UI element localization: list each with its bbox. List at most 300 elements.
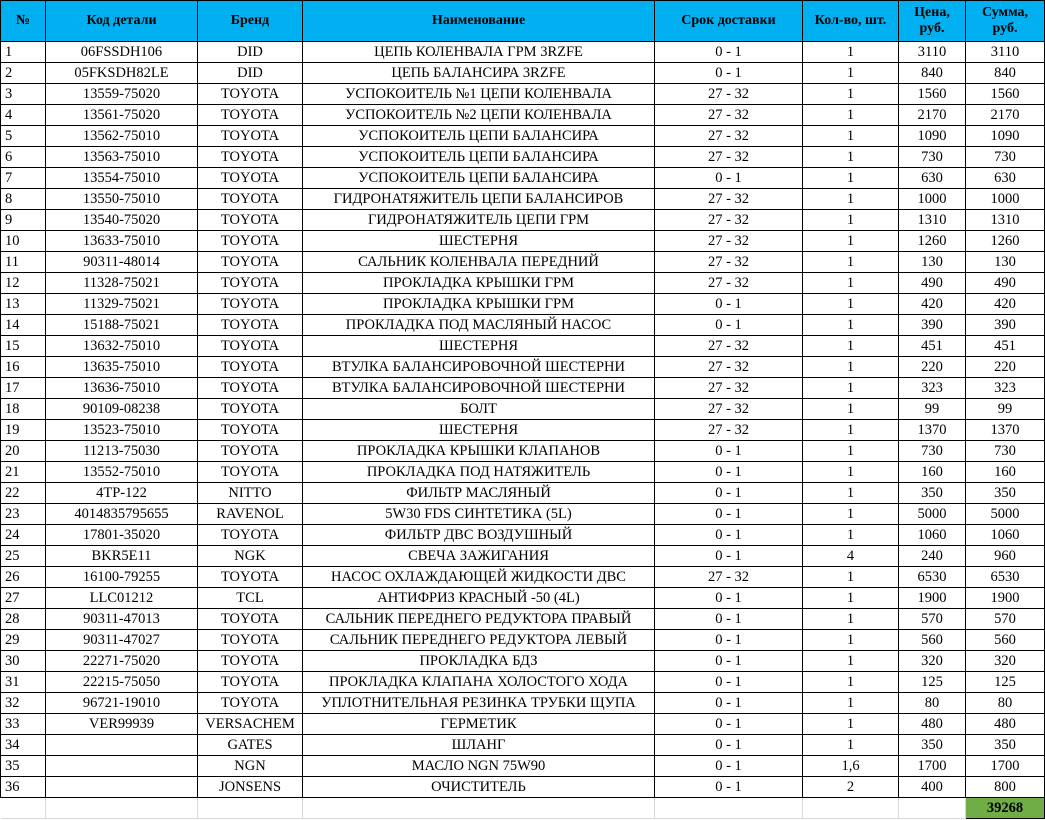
cell-price[interactable]: 240 bbox=[899, 546, 966, 567]
cell-part-name[interactable]: МАСЛО NGN 75W90 bbox=[303, 756, 655, 777]
cell-num[interactable]: 24 bbox=[1, 525, 46, 546]
header-qty[interactable]: Кол-во, шт. bbox=[803, 1, 899, 42]
total-empty-cell[interactable] bbox=[198, 798, 303, 819]
cell-delivery[interactable]: 0 - 1 bbox=[655, 63, 803, 84]
cell-part-code[interactable]: 06FSSDH106 bbox=[46, 42, 198, 63]
cell-quantity[interactable]: 1 bbox=[803, 651, 899, 672]
cell-brand[interactable]: TOYOTA bbox=[198, 630, 303, 651]
cell-quantity[interactable]: 1 bbox=[803, 294, 899, 315]
cell-sum[interactable]: 125 bbox=[966, 672, 1045, 693]
header-delivery[interactable]: Срок доставки bbox=[655, 1, 803, 42]
cell-num[interactable]: 34 bbox=[1, 735, 46, 756]
cell-delivery[interactable]: 27 - 32 bbox=[655, 210, 803, 231]
cell-delivery[interactable]: 27 - 32 bbox=[655, 420, 803, 441]
cell-delivery[interactable]: 0 - 1 bbox=[655, 630, 803, 651]
cell-sum[interactable]: 130 bbox=[966, 252, 1045, 273]
cell-part-code[interactable]: 05FKSDH82LE bbox=[46, 63, 198, 84]
cell-num[interactable]: 19 bbox=[1, 420, 46, 441]
cell-part-code[interactable]: VER99939 bbox=[46, 714, 198, 735]
cell-quantity[interactable]: 1 bbox=[803, 399, 899, 420]
cell-sum[interactable]: 560 bbox=[966, 630, 1045, 651]
cell-part-code[interactable]: 15188-75021 bbox=[46, 315, 198, 336]
cell-brand[interactable]: NGK bbox=[198, 546, 303, 567]
cell-delivery[interactable]: 0 - 1 bbox=[655, 693, 803, 714]
cell-price[interactable]: 1370 bbox=[899, 420, 966, 441]
cell-price[interactable]: 6530 bbox=[899, 567, 966, 588]
cell-sum[interactable]: 2170 bbox=[966, 105, 1045, 126]
cell-part-code[interactable]: 90109-08238 bbox=[46, 399, 198, 420]
cell-price[interactable]: 560 bbox=[899, 630, 966, 651]
cell-sum[interactable]: 570 bbox=[966, 609, 1045, 630]
total-sum-cell[interactable]: 39268 bbox=[966, 798, 1045, 819]
cell-delivery[interactable]: 0 - 1 bbox=[655, 504, 803, 525]
cell-part-code[interactable]: 13632-75010 bbox=[46, 336, 198, 357]
cell-part-code[interactable]: 90311-48014 bbox=[46, 252, 198, 273]
cell-brand[interactable]: TOYOTA bbox=[198, 567, 303, 588]
cell-price[interactable]: 350 bbox=[899, 483, 966, 504]
cell-brand[interactable]: GATES bbox=[198, 735, 303, 756]
cell-quantity[interactable]: 1 bbox=[803, 420, 899, 441]
cell-num[interactable]: 23 bbox=[1, 504, 46, 525]
cell-num[interactable]: 20 bbox=[1, 441, 46, 462]
cell-part-code[interactable]: 13552-75010 bbox=[46, 462, 198, 483]
cell-price[interactable]: 125 bbox=[899, 672, 966, 693]
cell-part-name[interactable]: ГИДРОНАТЯЖИТЕЛЬ ЦЕПИ БАЛАНСИРОВ bbox=[303, 189, 655, 210]
cell-sum[interactable]: 490 bbox=[966, 273, 1045, 294]
cell-part-code[interactable]: 90311-47013 bbox=[46, 609, 198, 630]
cell-part-code[interactable] bbox=[46, 777, 198, 798]
cell-price[interactable]: 220 bbox=[899, 357, 966, 378]
cell-part-code[interactable] bbox=[46, 735, 198, 756]
cell-part-name[interactable]: ЦЕПЬ КОЛЕНВАЛА ГРМ 3RZFE bbox=[303, 42, 655, 63]
cell-price[interactable]: 350 bbox=[899, 735, 966, 756]
cell-sum[interactable]: 5000 bbox=[966, 504, 1045, 525]
cell-num[interactable]: 28 bbox=[1, 609, 46, 630]
cell-price[interactable]: 1060 bbox=[899, 525, 966, 546]
cell-brand[interactable]: RAVENOL bbox=[198, 504, 303, 525]
cell-price[interactable]: 1900 bbox=[899, 588, 966, 609]
cell-part-name[interactable]: ЦЕПЬ БАЛАНСИРА 3RZFE bbox=[303, 63, 655, 84]
cell-sum[interactable]: 350 bbox=[966, 735, 1045, 756]
cell-num[interactable]: 4 bbox=[1, 105, 46, 126]
cell-part-name[interactable]: АНТИФРИЗ КРАСНЫЙ -50 (4L) bbox=[303, 588, 655, 609]
cell-part-name[interactable]: УСПОКОИТЕЛЬ ЦЕПИ БАЛАНСИРА bbox=[303, 126, 655, 147]
cell-part-name[interactable]: САЛЬНИК КОЛЕНВАЛА ПЕРЕДНИЙ bbox=[303, 252, 655, 273]
cell-part-name[interactable]: ШЕСТЕРНЯ bbox=[303, 231, 655, 252]
cell-quantity[interactable]: 1 bbox=[803, 315, 899, 336]
cell-delivery[interactable]: 0 - 1 bbox=[655, 441, 803, 462]
cell-sum[interactable]: 99 bbox=[966, 399, 1045, 420]
cell-part-code[interactable]: 13636-75010 bbox=[46, 378, 198, 399]
cell-delivery[interactable]: 0 - 1 bbox=[655, 483, 803, 504]
cell-delivery[interactable]: 27 - 32 bbox=[655, 84, 803, 105]
cell-part-name[interactable]: ВТУЛКА БАЛАНСИРОВОЧНОЙ ШЕСТЕРНИ bbox=[303, 378, 655, 399]
cell-num[interactable]: 7 bbox=[1, 168, 46, 189]
cell-brand[interactable]: TOYOTA bbox=[198, 84, 303, 105]
cell-quantity[interactable]: 1 bbox=[803, 588, 899, 609]
cell-brand[interactable]: TOYOTA bbox=[198, 651, 303, 672]
cell-price[interactable]: 80 bbox=[899, 693, 966, 714]
cell-part-name[interactable]: 5W30 FDS СИНТЕТИКА (5L) bbox=[303, 504, 655, 525]
cell-delivery[interactable]: 0 - 1 bbox=[655, 756, 803, 777]
cell-price[interactable]: 130 bbox=[899, 252, 966, 273]
cell-price[interactable]: 390 bbox=[899, 315, 966, 336]
total-empty-cell[interactable] bbox=[46, 798, 198, 819]
cell-num[interactable]: 9 bbox=[1, 210, 46, 231]
cell-part-code[interactable]: 13635-75010 bbox=[46, 357, 198, 378]
cell-brand[interactable]: TOYOTA bbox=[198, 399, 303, 420]
cell-brand[interactable]: TOYOTA bbox=[198, 336, 303, 357]
cell-part-code[interactable]: 16100-79255 bbox=[46, 567, 198, 588]
cell-quantity[interactable]: 1 bbox=[803, 504, 899, 525]
cell-part-code[interactable]: 17801-35020 bbox=[46, 525, 198, 546]
cell-delivery[interactable]: 0 - 1 bbox=[655, 735, 803, 756]
cell-delivery[interactable]: 0 - 1 bbox=[655, 672, 803, 693]
cell-price[interactable]: 99 bbox=[899, 399, 966, 420]
cell-num[interactable]: 21 bbox=[1, 462, 46, 483]
header-sum[interactable] bbox=[966, 1, 1045, 42]
cell-delivery[interactable]: 0 - 1 bbox=[655, 315, 803, 336]
cell-quantity[interactable]: 1 bbox=[803, 252, 899, 273]
cell-sum[interactable]: 320 bbox=[966, 651, 1045, 672]
cell-num[interactable]: 36 bbox=[1, 777, 46, 798]
cell-part-code[interactable]: 13561-75020 bbox=[46, 105, 198, 126]
cell-num[interactable]: 11 bbox=[1, 252, 46, 273]
cell-quantity[interactable]: 1 bbox=[803, 483, 899, 504]
header-num[interactable]: № bbox=[1, 1, 46, 42]
cell-quantity[interactable]: 1 bbox=[803, 714, 899, 735]
cell-num[interactable]: 35 bbox=[1, 756, 46, 777]
cell-price[interactable]: 160 bbox=[899, 462, 966, 483]
cell-num[interactable]: 29 bbox=[1, 630, 46, 651]
cell-delivery[interactable]: 0 - 1 bbox=[655, 168, 803, 189]
cell-num[interactable]: 18 bbox=[1, 399, 46, 420]
cell-brand[interactable]: TOYOTA bbox=[198, 231, 303, 252]
cell-num[interactable]: 26 bbox=[1, 567, 46, 588]
cell-sum[interactable]: 1900 bbox=[966, 588, 1045, 609]
cell-price[interactable]: 480 bbox=[899, 714, 966, 735]
cell-quantity[interactable]: 1 bbox=[803, 693, 899, 714]
cell-sum[interactable]: 3110 bbox=[966, 42, 1045, 63]
cell-part-name[interactable]: ФИЛЬТР МАСЛЯНЫЙ bbox=[303, 483, 655, 504]
cell-quantity[interactable]: 1 bbox=[803, 378, 899, 399]
cell-brand[interactable]: TOYOTA bbox=[198, 273, 303, 294]
cell-price[interactable]: 3110 bbox=[899, 42, 966, 63]
cell-sum[interactable]: 220 bbox=[966, 357, 1045, 378]
cell-brand[interactable]: TOYOTA bbox=[198, 147, 303, 168]
cell-brand[interactable]: TOYOTA bbox=[198, 315, 303, 336]
cell-delivery[interactable]: 0 - 1 bbox=[655, 714, 803, 735]
cell-part-code[interactable]: 90311-47027 bbox=[46, 630, 198, 651]
cell-num[interactable]: 27 bbox=[1, 588, 46, 609]
cell-part-name[interactable]: ПРОКЛАДКА ПОД МАСЛЯНЫЙ НАСОС bbox=[303, 315, 655, 336]
cell-part-name[interactable]: ФИЛЬТР ДВС ВОЗДУШНЫЙ bbox=[303, 525, 655, 546]
cell-part-name[interactable]: ПРОКЛАДКА КРЫШКИ ГРМ bbox=[303, 294, 655, 315]
cell-price[interactable]: 1700 bbox=[899, 756, 966, 777]
cell-brand[interactable]: TOYOTA bbox=[198, 168, 303, 189]
cell-part-code[interactable]: LLC01212 bbox=[46, 588, 198, 609]
cell-num[interactable]: 25 bbox=[1, 546, 46, 567]
cell-brand[interactable]: VERSACHEM bbox=[198, 714, 303, 735]
cell-brand[interactable]: TOYOTA bbox=[198, 105, 303, 126]
cell-delivery[interactable]: 0 - 1 bbox=[655, 42, 803, 63]
cell-sum[interactable]: 1000 bbox=[966, 189, 1045, 210]
total-empty-cell[interactable] bbox=[303, 798, 655, 819]
cell-quantity[interactable]: 1 bbox=[803, 735, 899, 756]
cell-brand[interactable]: NGN bbox=[198, 756, 303, 777]
cell-sum[interactable]: 323 bbox=[966, 378, 1045, 399]
cell-part-name[interactable]: ПРОКЛАДКА ПОД НАТЯЖИТЕЛЬ bbox=[303, 462, 655, 483]
cell-quantity[interactable]: 1 bbox=[803, 336, 899, 357]
cell-quantity[interactable]: 1 bbox=[803, 42, 899, 63]
cell-quantity[interactable]: 4 bbox=[803, 546, 899, 567]
cell-quantity[interactable]: 1 bbox=[803, 126, 899, 147]
header-brand[interactable]: Бренд bbox=[198, 1, 303, 42]
cell-part-name[interactable]: ПРОКЛАДКА БДЗ bbox=[303, 651, 655, 672]
cell-quantity[interactable]: 1 bbox=[803, 189, 899, 210]
cell-quantity[interactable]: 1 bbox=[803, 273, 899, 294]
cell-delivery[interactable]: 0 - 1 bbox=[655, 462, 803, 483]
cell-brand[interactable]: JONSENS bbox=[198, 777, 303, 798]
cell-brand[interactable]: DID bbox=[198, 63, 303, 84]
cell-price[interactable]: 730 bbox=[899, 441, 966, 462]
cell-delivery[interactable]: 27 - 32 bbox=[655, 273, 803, 294]
cell-delivery[interactable]: 27 - 32 bbox=[655, 567, 803, 588]
cell-quantity[interactable]: 1 bbox=[803, 441, 899, 462]
cell-delivery[interactable]: 27 - 32 bbox=[655, 231, 803, 252]
cell-quantity[interactable]: 1 bbox=[803, 525, 899, 546]
total-empty-cell[interactable] bbox=[899, 798, 966, 819]
cell-quantity[interactable]: 2 bbox=[803, 777, 899, 798]
cell-num[interactable]: 31 bbox=[1, 672, 46, 693]
cell-part-code[interactable]: 4014835795655 bbox=[46, 504, 198, 525]
cell-sum[interactable]: 160 bbox=[966, 462, 1045, 483]
cell-part-code[interactable]: 13540-75020 bbox=[46, 210, 198, 231]
cell-sum[interactable]: 80 bbox=[966, 693, 1045, 714]
cell-part-name[interactable]: ПРОКЛАДКА КЛАПАНА ХОЛОСТОГО ХОДА bbox=[303, 672, 655, 693]
cell-part-name[interactable]: ОЧИСТИТЕЛЬ bbox=[303, 777, 655, 798]
cell-sum[interactable]: 350 bbox=[966, 483, 1045, 504]
cell-price[interactable]: 730 bbox=[899, 147, 966, 168]
cell-part-name[interactable]: БОЛТ bbox=[303, 399, 655, 420]
cell-delivery[interactable]: 0 - 1 bbox=[655, 777, 803, 798]
cell-sum[interactable]: 1090 bbox=[966, 126, 1045, 147]
cell-quantity[interactable]: 1 bbox=[803, 147, 899, 168]
cell-sum[interactable]: 420 bbox=[966, 294, 1045, 315]
cell-delivery[interactable]: 27 - 32 bbox=[655, 105, 803, 126]
total-empty-cell[interactable] bbox=[803, 798, 899, 819]
cell-quantity[interactable]: 1 bbox=[803, 567, 899, 588]
cell-part-code[interactable]: 11329-75021 bbox=[46, 294, 198, 315]
cell-delivery[interactable]: 27 - 32 bbox=[655, 399, 803, 420]
cell-price[interactable]: 1000 bbox=[899, 189, 966, 210]
cell-part-code[interactable]: 13633-75010 bbox=[46, 231, 198, 252]
cell-brand[interactable]: TOYOTA bbox=[198, 378, 303, 399]
cell-num[interactable]: 6 bbox=[1, 147, 46, 168]
cell-sum[interactable]: 630 bbox=[966, 168, 1045, 189]
cell-quantity[interactable]: 1 bbox=[803, 63, 899, 84]
cell-part-name[interactable]: НАСОС ОХЛАЖДАЮЩЕЙ ЖИДКОСТИ ДВС bbox=[303, 567, 655, 588]
cell-quantity[interactable]: 1 bbox=[803, 357, 899, 378]
cell-part-code[interactable]: 22215-75050 bbox=[46, 672, 198, 693]
cell-brand[interactable]: TOYOTA bbox=[198, 189, 303, 210]
cell-delivery[interactable]: 27 - 32 bbox=[655, 336, 803, 357]
total-empty-cell[interactable] bbox=[1, 798, 46, 819]
cell-part-name[interactable]: ШЕСТЕРНЯ bbox=[303, 420, 655, 441]
cell-sum[interactable]: 1310 bbox=[966, 210, 1045, 231]
cell-price[interactable]: 840 bbox=[899, 63, 966, 84]
cell-part-name[interactable]: САЛЬНИК ПЕРЕДНЕГО РЕДУКТОРА ЛЕВЫЙ bbox=[303, 630, 655, 651]
cell-price[interactable]: 400 bbox=[899, 777, 966, 798]
cell-part-name[interactable]: УСПОКОИТЕЛЬ ЦЕПИ БАЛАНСИРА bbox=[303, 147, 655, 168]
cell-part-name[interactable]: ПРОКЛАДКА КРЫШКИ КЛАПАНОВ bbox=[303, 441, 655, 462]
cell-sum[interactable]: 840 bbox=[966, 63, 1045, 84]
cell-delivery[interactable]: 0 - 1 bbox=[655, 294, 803, 315]
cell-sum[interactable]: 800 bbox=[966, 777, 1045, 798]
cell-part-code[interactable]: 96721-19010 bbox=[46, 693, 198, 714]
cell-sum[interactable]: 480 bbox=[966, 714, 1045, 735]
cell-brand[interactable]: TOYOTA bbox=[198, 462, 303, 483]
cell-price[interactable]: 1560 bbox=[899, 84, 966, 105]
cell-sum[interactable]: 451 bbox=[966, 336, 1045, 357]
cell-quantity[interactable]: 1 bbox=[803, 630, 899, 651]
cell-brand[interactable]: TOYOTA bbox=[198, 420, 303, 441]
cell-num[interactable]: 2 bbox=[1, 63, 46, 84]
cell-sum[interactable]: 6530 bbox=[966, 567, 1045, 588]
cell-sum[interactable]: 1700 bbox=[966, 756, 1045, 777]
cell-delivery[interactable]: 0 - 1 bbox=[655, 546, 803, 567]
cell-part-code[interactable]: BKR5E11 bbox=[46, 546, 198, 567]
cell-price[interactable]: 1310 bbox=[899, 210, 966, 231]
cell-num[interactable]: 1 bbox=[1, 42, 46, 63]
cell-brand[interactable]: NITTO bbox=[198, 483, 303, 504]
cell-num[interactable]: 3 bbox=[1, 84, 46, 105]
cell-quantity[interactable]: 1 bbox=[803, 231, 899, 252]
cell-delivery[interactable]: 0 - 1 bbox=[655, 525, 803, 546]
cell-sum[interactable]: 1060 bbox=[966, 525, 1045, 546]
cell-part-name[interactable]: ПРОКЛАДКА КРЫШКИ ГРМ bbox=[303, 273, 655, 294]
cell-part-code[interactable]: 11213-75030 bbox=[46, 441, 198, 462]
cell-part-name[interactable]: УСПОКОИТЕЛЬ №2 ЦЕПИ КОЛЕНВАЛА bbox=[303, 105, 655, 126]
cell-quantity[interactable]: 1 bbox=[803, 462, 899, 483]
cell-num[interactable]: 33 bbox=[1, 714, 46, 735]
cell-price[interactable]: 5000 bbox=[899, 504, 966, 525]
cell-quantity[interactable]: 1,6 bbox=[803, 756, 899, 777]
cell-num[interactable]: 12 bbox=[1, 273, 46, 294]
cell-price[interactable]: 570 bbox=[899, 609, 966, 630]
cell-part-name[interactable]: САЛЬНИК ПЕРЕДНЕГО РЕДУКТОРА ПРАВЫЙ bbox=[303, 609, 655, 630]
cell-sum[interactable]: 390 bbox=[966, 315, 1045, 336]
cell-price[interactable]: 323 bbox=[899, 378, 966, 399]
cell-part-code[interactable]: 4TP-122 bbox=[46, 483, 198, 504]
cell-part-name[interactable]: УПЛОТНИТЕЛЬНАЯ РЕЗИНКА ТРУБКИ ЩУПА bbox=[303, 693, 655, 714]
cell-part-name[interactable]: УСПОКОИТЕЛЬ №1 ЦЕПИ КОЛЕНВАЛА bbox=[303, 84, 655, 105]
cell-part-name[interactable]: ШЛАНГ bbox=[303, 735, 655, 756]
total-empty-cell[interactable] bbox=[655, 798, 803, 819]
cell-part-code[interactable]: 13562-75010 bbox=[46, 126, 198, 147]
cell-delivery[interactable]: 0 - 1 bbox=[655, 651, 803, 672]
cell-part-name[interactable]: СВЕЧА ЗАЖИГАНИЯ bbox=[303, 546, 655, 567]
cell-part-code[interactable]: 22271-75020 bbox=[46, 651, 198, 672]
cell-delivery[interactable]: 27 - 32 bbox=[655, 126, 803, 147]
cell-price[interactable]: 2170 bbox=[899, 105, 966, 126]
cell-sum[interactable]: 730 bbox=[966, 441, 1045, 462]
cell-part-code[interactable]: 13554-75010 bbox=[46, 168, 198, 189]
cell-price[interactable]: 1260 bbox=[899, 231, 966, 252]
cell-price[interactable]: 630 bbox=[899, 168, 966, 189]
cell-brand[interactable]: TOYOTA bbox=[198, 609, 303, 630]
cell-brand[interactable]: TOYOTA bbox=[198, 693, 303, 714]
cell-num[interactable]: 15 bbox=[1, 336, 46, 357]
cell-sum[interactable]: 730 bbox=[966, 147, 1045, 168]
cell-sum[interactable]: 960 bbox=[966, 546, 1045, 567]
cell-part-code[interactable]: 13523-75010 bbox=[46, 420, 198, 441]
cell-num[interactable]: 32 bbox=[1, 693, 46, 714]
cell-brand[interactable]: TOYOTA bbox=[198, 294, 303, 315]
cell-brand[interactable]: TOYOTA bbox=[198, 357, 303, 378]
cell-num[interactable]: 30 bbox=[1, 651, 46, 672]
header-code[interactable]: Код детали bbox=[46, 1, 198, 42]
cell-delivery[interactable]: 27 - 32 bbox=[655, 189, 803, 210]
cell-part-name[interactable]: ГИДРОНАТЯЖИТЕЛЬ ЦЕПИ ГРМ bbox=[303, 210, 655, 231]
cell-brand[interactable]: TOYOTA bbox=[198, 252, 303, 273]
cell-brand[interactable]: TOYOTA bbox=[198, 441, 303, 462]
cell-part-name[interactable]: ВТУЛКА БАЛАНСИРОВОЧНОЙ ШЕСТЕРНИ bbox=[303, 357, 655, 378]
cell-part-code[interactable]: 13559-75020 bbox=[46, 84, 198, 105]
cell-brand[interactable]: TOYOTA bbox=[198, 210, 303, 231]
cell-quantity[interactable]: 1 bbox=[803, 105, 899, 126]
cell-quantity[interactable]: 1 bbox=[803, 672, 899, 693]
cell-delivery[interactable]: 0 - 1 bbox=[655, 609, 803, 630]
cell-price[interactable]: 490 bbox=[899, 273, 966, 294]
header-name[interactable]: Наименование bbox=[303, 1, 655, 42]
cell-brand[interactable]: TOYOTA bbox=[198, 126, 303, 147]
cell-part-code[interactable]: 11328-75021 bbox=[46, 273, 198, 294]
cell-num[interactable]: 22 bbox=[1, 483, 46, 504]
cell-sum[interactable]: 1370 bbox=[966, 420, 1045, 441]
cell-delivery[interactable]: 27 - 32 bbox=[655, 147, 803, 168]
cell-num[interactable]: 16 bbox=[1, 357, 46, 378]
cell-num[interactable]: 5 bbox=[1, 126, 46, 147]
cell-brand[interactable]: TCL bbox=[198, 588, 303, 609]
cell-delivery[interactable]: 0 - 1 bbox=[655, 588, 803, 609]
cell-delivery[interactable]: 27 - 32 bbox=[655, 252, 803, 273]
cell-price[interactable]: 420 bbox=[899, 294, 966, 315]
cell-sum[interactable]: 1260 bbox=[966, 231, 1045, 252]
cell-quantity[interactable]: 1 bbox=[803, 168, 899, 189]
cell-part-name[interactable]: ГЕРМЕТИК bbox=[303, 714, 655, 735]
cell-num[interactable]: 14 bbox=[1, 315, 46, 336]
cell-quantity[interactable]: 1 bbox=[803, 609, 899, 630]
cell-delivery[interactable]: 27 - 32 bbox=[655, 357, 803, 378]
cell-sum[interactable]: 1560 bbox=[966, 84, 1045, 105]
cell-brand[interactable]: TOYOTA bbox=[198, 525, 303, 546]
cell-num[interactable]: 8 bbox=[1, 189, 46, 210]
cell-part-code[interactable] bbox=[46, 756, 198, 777]
cell-num[interactable]: 17 bbox=[1, 378, 46, 399]
cell-price[interactable]: 1090 bbox=[899, 126, 966, 147]
cell-num[interactable]: 10 bbox=[1, 231, 46, 252]
cell-brand[interactable]: DID bbox=[198, 42, 303, 63]
cell-delivery[interactable]: 27 - 32 bbox=[655, 378, 803, 399]
cell-price[interactable]: 320 bbox=[899, 651, 966, 672]
cell-num[interactable]: 13 bbox=[1, 294, 46, 315]
cell-brand[interactable]: TOYOTA bbox=[198, 672, 303, 693]
cell-part-code[interactable]: 13550-75010 bbox=[46, 189, 198, 210]
cell-price[interactable]: 451 bbox=[899, 336, 966, 357]
cell-quantity[interactable]: 1 bbox=[803, 84, 899, 105]
cell-quantity[interactable]: 1 bbox=[803, 210, 899, 231]
